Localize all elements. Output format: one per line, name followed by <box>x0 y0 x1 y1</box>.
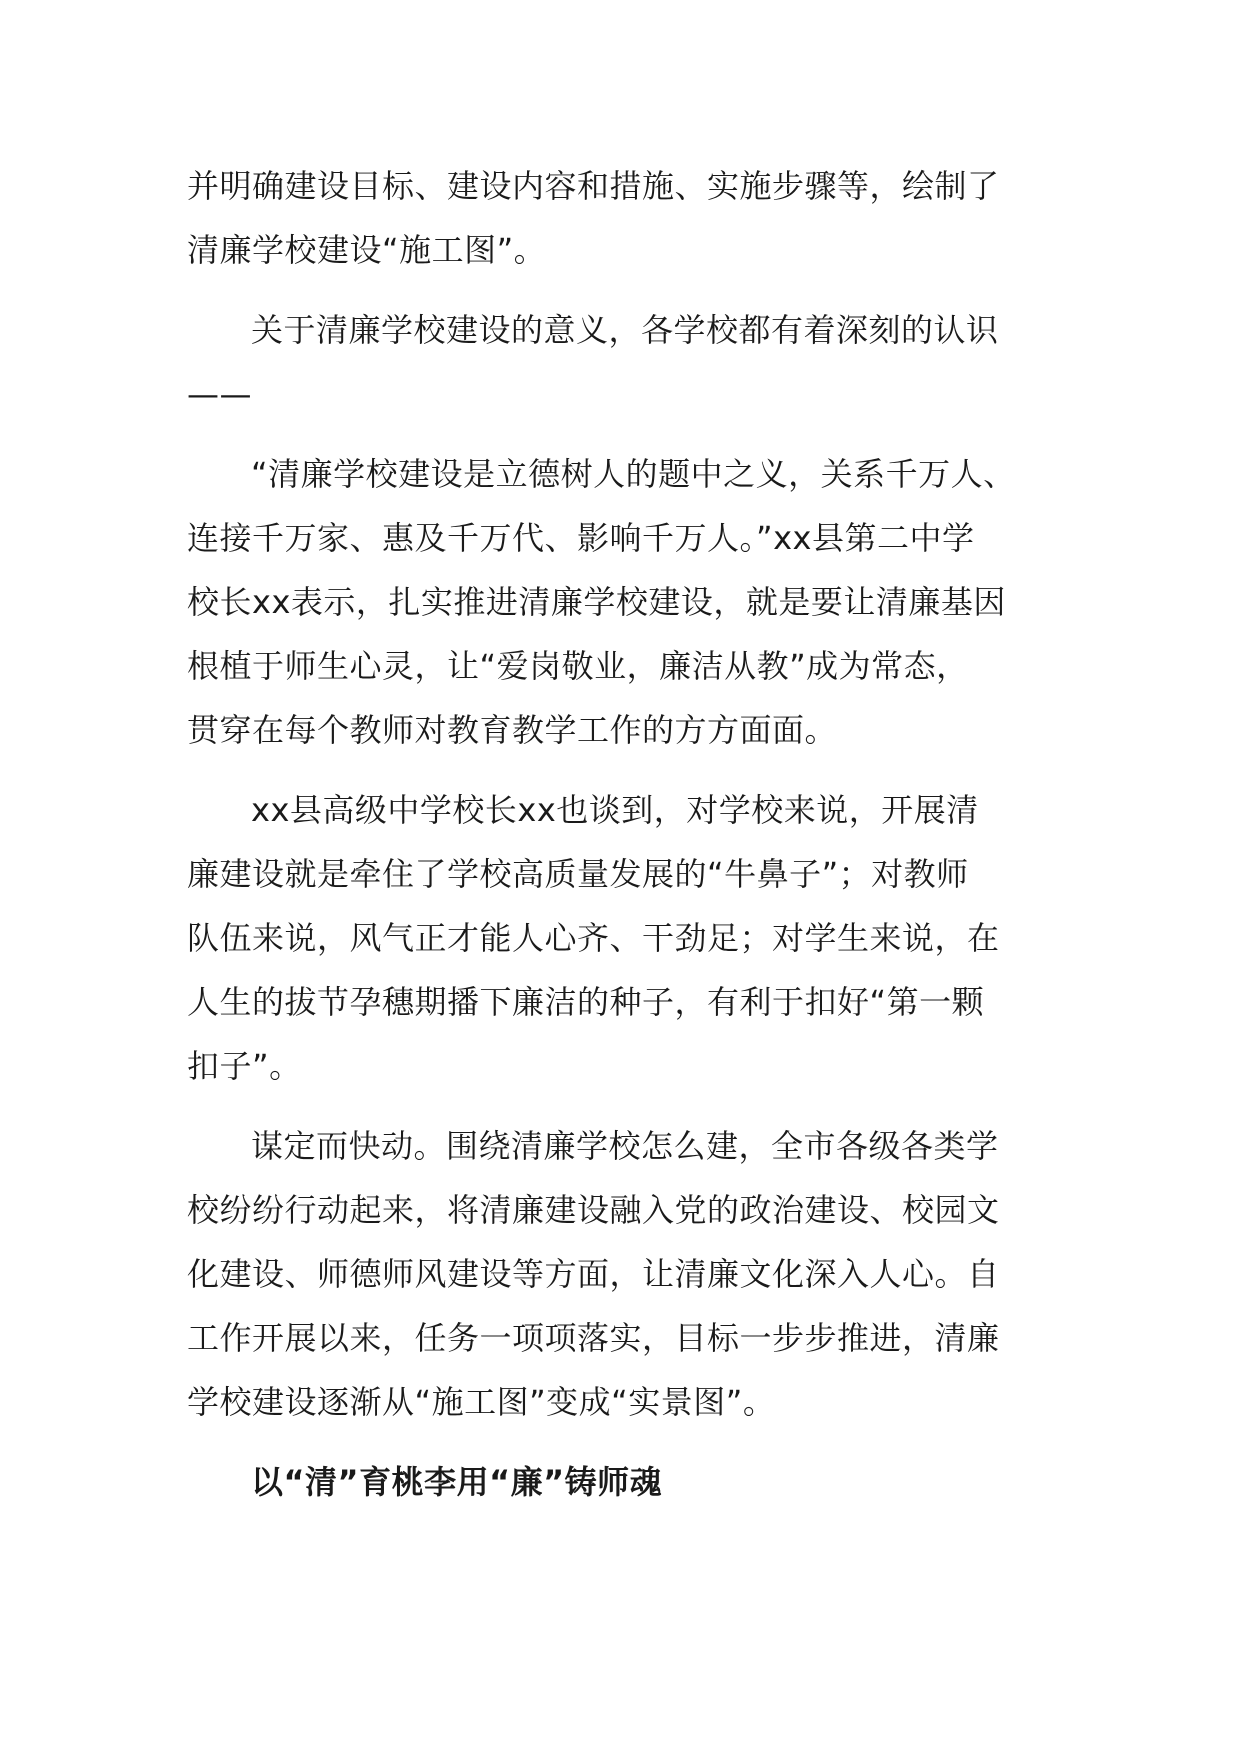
text-line: 扣子”。 <box>187 1047 302 1085</box>
text-line: 并明确建设目标、建设内容和措施、实施步骤等，绘制了 <box>187 167 1000 205</box>
text-line: —— <box>187 375 252 413</box>
text-line: 根植于师生心灵，让“爱岗敬业，廉洁从教”成为常态， <box>187 647 969 685</box>
text-line: 人生的拔节孕穗期播下廉洁的种子，有利于扣好“第一颗 <box>187 983 985 1021</box>
text-line: 队伍来说，风气正才能人心齐、干劲足；对学生来说，在 <box>187 919 1000 957</box>
text-line: xx县高级中学校长xx也谈到，对学校来说，开展清 <box>251 791 979 829</box>
text-line: 连接千万家、惠及千万代、影响千万人。”xx县第二中学 <box>187 519 975 557</box>
text-line: 廉建设就是牵住了学校高质量发展的“牛鼻子”；对教师 <box>187 855 969 893</box>
text-line: “清廉学校建设是立德树人的题中之义，关系千万人、 <box>251 455 1016 493</box>
text-line: 学校建设逐渐从“施工图”变成“实景图”。 <box>187 1383 776 1421</box>
paragraph-continuation <box>187 154 1047 282</box>
paragraph-quote-senior-high-school <box>187 778 1047 1098</box>
text-line: 贯穿在每个教师对教育教学工作的方方面面。 <box>187 711 838 749</box>
paragraph-action-plan <box>187 1114 1047 1434</box>
paragraph-significance-intro <box>187 298 1047 426</box>
text-line: 关于清廉学校建设的意义，各学校都有着深刻的认识 <box>251 311 999 349</box>
text-line: 谋定而快动。围绕清廉学校怎么建，全市各级各类学 <box>251 1127 999 1165</box>
text-line: 校长xx表示，扎实推进清廉学校建设，就是要让清廉基因 <box>187 583 1006 621</box>
text-line: 工作开展以来，任务一项项落实，目标一步步推进，清廉 <box>187 1319 1000 1357</box>
section-heading: 以“清”育桃李用“廉”铸师魂 <box>251 1463 663 1501</box>
text-line: 校纷纷行动起来，将清廉建设融入党的政治建设、校园文 <box>187 1191 1000 1229</box>
text-line: 清廉学校建设“施工图”。 <box>187 231 547 269</box>
document-body <box>187 154 1047 1514</box>
text-line: 化建设、师德师风建设等方面，让清廉文化深入人心。自 <box>187 1255 1000 1293</box>
paragraph-quote-second-middle-school <box>187 442 1047 762</box>
